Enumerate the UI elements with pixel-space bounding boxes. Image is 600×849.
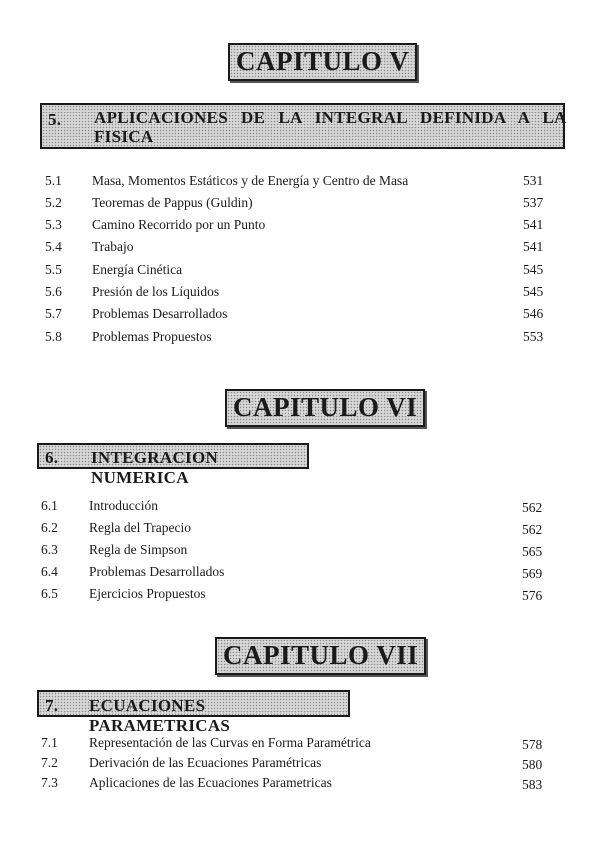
toc-entry-page: 562 <box>522 522 543 537</box>
chapter-6-heading <box>225 389 425 427</box>
section-5-title-line2: FISICA <box>94 127 154 146</box>
toc-entry-number: 5.7 <box>45 306 62 321</box>
chapter-7-heading-text: CAPITULO VII <box>223 640 419 670</box>
toc-entry-title: Ejercicios Propuestos <box>89 586 206 601</box>
toc-entry-page: 553 <box>523 329 544 344</box>
toc-entry-number: 5.1 <box>45 173 62 188</box>
toc-entry-title: Camino Recorrido por un Punto <box>92 217 266 232</box>
toc-entry-page: 562 <box>522 500 543 515</box>
toc-entry-title: Problemas Desarrollados <box>89 564 225 579</box>
toc-entry-title: Regla de Simpson <box>89 542 188 557</box>
chapter-5-heading <box>228 43 417 81</box>
toc-entry-number: 5.3 <box>45 217 62 232</box>
toc-entry-page: 583 <box>522 777 543 792</box>
toc-entry-title: Teoremas de Pappus (Guldin) <box>92 195 253 210</box>
section-7-number: 7. <box>45 696 59 715</box>
section-6-title: INTEGRACION NUMERICA <box>91 448 219 487</box>
toc-entry-number: 7.1 <box>41 735 58 750</box>
chapter-5-heading-text: CAPITULO V <box>236 46 410 76</box>
toc-entry-title: Representación de las Curvas en Forma Paramétrica <box>89 735 371 750</box>
toc-entry-title: Problemas Propuestos <box>92 329 212 344</box>
toc-entry-page: 569 <box>522 566 543 581</box>
toc-entry-page: 545 <box>523 262 544 277</box>
chapter-7-heading <box>215 637 426 675</box>
toc-entry-number: 6.2 <box>41 520 58 535</box>
toc-entry-title: Introducción <box>89 498 158 513</box>
section-5-title-line1: APLICACIONES DE LA INTEGRAL DEFINIDA A LA <box>94 108 567 127</box>
toc-entry-page: 576 <box>522 588 543 603</box>
toc-entry-number: 5.8 <box>45 329 62 344</box>
toc-entry-page: 565 <box>522 544 543 559</box>
toc-entry-title: Aplicaciones de las Ecuaciones Parametricas <box>89 775 332 790</box>
toc-entry-title: Trabajo <box>92 239 134 254</box>
toc-entry-title: Masa, Momentos Estáticos y de Energía y Centro de Masa <box>92 173 409 188</box>
toc-entry-number: 7.2 <box>41 755 58 770</box>
section-5-number: 5. <box>48 110 62 129</box>
toc-entry-title: Derivación de las Ecuaciones Paramétricas <box>89 755 322 770</box>
toc-entry-number: 6.4 <box>41 564 58 579</box>
section-7-title-box <box>37 690 350 735</box>
toc-entry-title: Presión de los Líquidos <box>92 284 220 299</box>
section-6-title-box <box>37 443 309 487</box>
toc-entry-number: 6.3 <box>41 542 58 557</box>
toc-entry-number: 5.2 <box>45 195 62 210</box>
toc-entry-number: 6.5 <box>41 586 58 601</box>
toc-entry-title: Regla del Trapecio <box>89 520 191 535</box>
toc-entry-page: 580 <box>522 757 543 772</box>
toc-entry-title: Energía Cinética <box>92 262 183 277</box>
section-7-title: ECUACIONES PARAMETRICAS <box>89 696 231 735</box>
toc-entry-number: 5.6 <box>45 284 62 299</box>
toc-entry-page: 541 <box>523 239 544 254</box>
section-6-number: 6. <box>45 448 59 467</box>
toc-entry-page: 546 <box>523 306 544 321</box>
toc-entry-number: 5.4 <box>45 239 62 254</box>
toc-entry-page: 545 <box>523 284 544 299</box>
toc-entry-page: 541 <box>523 217 544 232</box>
toc-entry-number: 6.1 <box>41 498 58 513</box>
toc-entry-title: Problemas Desarrollados <box>92 306 228 321</box>
chapter-6-heading-text: CAPITULO VI <box>233 392 418 422</box>
toc-entry-page: 531 <box>523 173 544 188</box>
toc-entry-page: 578 <box>522 737 543 752</box>
toc-entry-number: 7.3 <box>41 775 58 790</box>
toc-entry-number: 5.5 <box>45 262 62 277</box>
toc-entry-page: 537 <box>523 195 544 210</box>
section-5-title-box <box>40 103 565 149</box>
